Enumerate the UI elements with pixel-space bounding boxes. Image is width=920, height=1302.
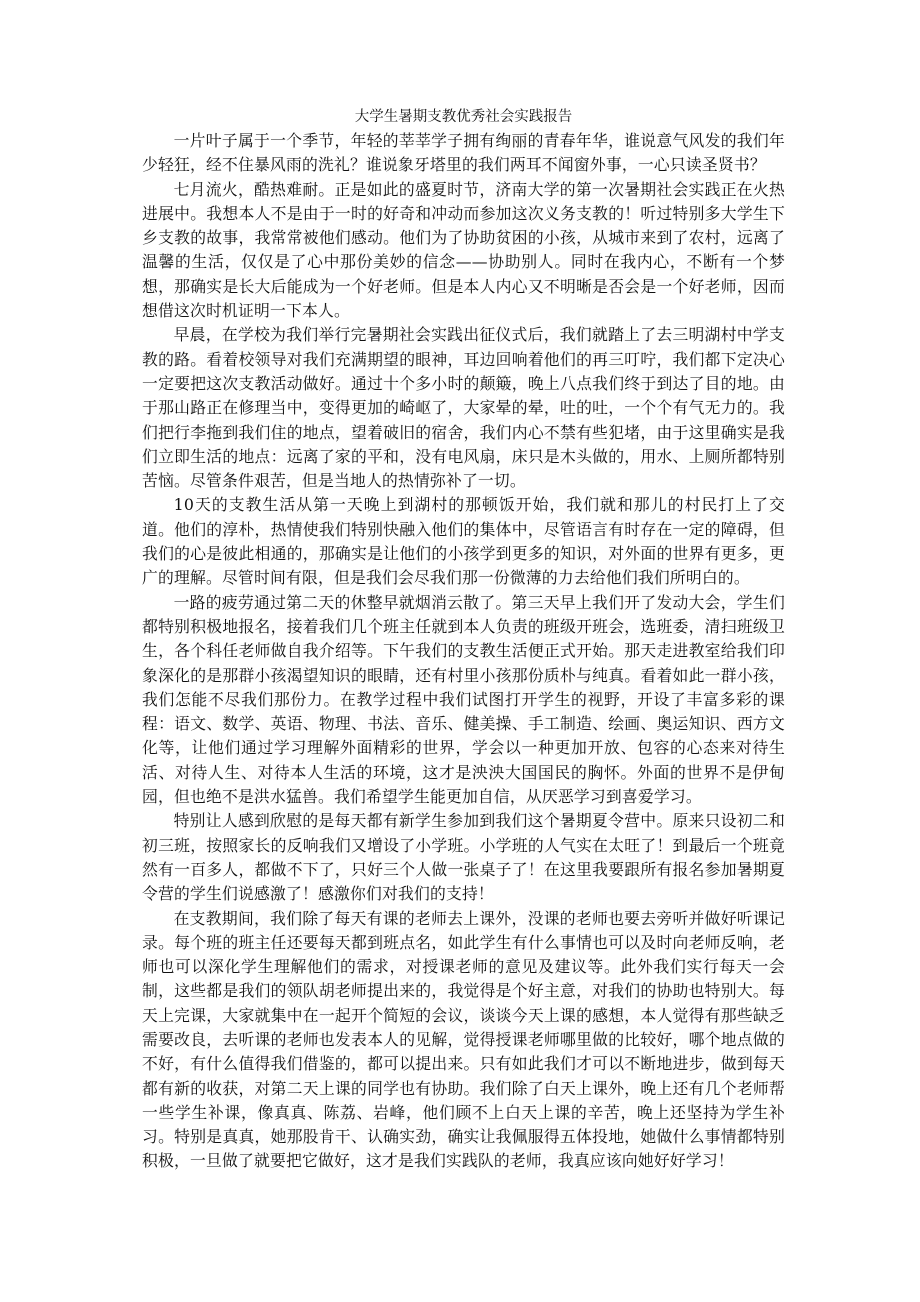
document-page [142,106,785,1174]
paragraph-5: 一路的疲劳通过第二天的休整早就烟消云散了。第三天早上我们开了发动大会，学生们都特别积极地报名，接着我们几个班主任就到本人负责的班级开班会，选班委，清扫班级卫生，各个科任老师做自我介绍等。下午我们的支教生活便正式开始。那天走进教室给我们印象深化的是那群小孩渴望知识的眼睛，还有村里小孩那份质朴与纯真。看着如此一群小孩，我们怎能不尽我们那份力。在教学过程中我们试图打开学生的视野，开设了丰富多彩的课程：语文、数学、英语、物理、书法、音乐、健美操、手工制造、绘画、奥运知识、西方文化等，让他们通过学习理解外面精彩的世界，学会以一种更加开放、包容的心态来对待生活、对待人生、对待本人生活的环境，这才是泱泱大国国民的胸怀。外面的世界不是伊甸园，但也绝不是洪水猛兽。我们希望学生能更加自信，从厌恶学习到喜爱学习。 [142,592,785,807]
paragraph-2: 七月流火，酷热难耐。正是如此的盛夏时节，济南大学的第一次暑期社会实践正在火热进展中。我想本人不是由于一时的好奇和冲动而参加这次义务支教的！听过特别多大学生下乡支教的故事，我常常被他们感动。他们为了协助贫困的小孩，从城市来到了农村，远离了温馨的生活，仅仅是了心中那份美妙的信念——协助别人。同时在我内心，不断有一个梦想，那确实是长大后能成为一个好老师。但是本人内心又不明晰是否会是一个好老师，因而想借这次时机证明一下本人。 [142,179,785,321]
paragraph-1: 一片叶子属于一个季节，年轻的莘莘学子拥有绚丽的青春年华，谁说意气风发的我们年少轻狂，经不住暴风雨的洗礼？谁说象牙塔里的我们两耳不闻窗外事，一心只读圣贤书？ [142,131,785,175]
paragraph-4: 10天的支教生活从第一天晚上到湖村的那顿饭开始，我们就和那儿的村民打上了交道。他们的淳朴，热情使我们特别快融入他们的集体中，尽管语言有时存在一定的障碍，但我们的心是彼此相通的，那确实是让他们的小孩学到更多的知识，对外面的世界有更多，更广的理解。尽管时间有限，但是我们会尽我们那一份微薄的力去给他们我们所明白的。 [142,495,785,588]
paragraph-6: 特别让人感到欣慰的是每天都有新学生参加到我们这个暑期夏令营中。原来只设初二和初三班，按照家长的反响我们又增设了小学班。小学班的人气实在太旺了！到最后一个班竟然有一百多人，都做不下了，只好三个人做一张桌子了！在这里我要跟所有报名参加暑期夏令营的学生们说感激了！感激你们对我们的支持！ [142,811,785,904]
paragraph-3: 早晨，在学校为我们举行完暑期社会实践出征仪式后，我们就踏上了去三明湖村中学支教的路。看着校领导对我们充满期望的眼神，耳边回响着他们的再三叮咛，我们都下定决心一定要把这次支教活动做好。通过十个多小时的颠簸，晚上八点我们终于到达了目的地。由于那山路正在修理当中，变得更加的崎岖了，大家晕的晕，吐的吐，一个个有气无力的。我们把行李拖到我们住的地点，望着破旧的宿舍，我们内心不禁有些犯堵，由于这里确实是我们立即生活的地点：远离了家的平和，没有电风扇，床只是木头做的，用水、上厕所都特别苦恼。尽管条件艰苦，但是当地人的热情弥补了一切。 [142,325,785,491]
document-title: 大学生暑期支教优秀社会实践报告 [354,109,573,125]
paragraph-7: 在支教期间，我们除了每天有课的老师去上课外，没课的老师也要去旁听并做好听课记录。每个班的班主任还要每天都到班点名，如此学生有什么事情也可以及时向老师反响，老师也可以深化学生理解他们的需求，对授课老师的意见及建议等。此外我们实行每天一会制，这些都是我们的领队胡老师提出来的，我觉得是个好主意，对我们的协助也特别大。每天上完课，大家就集中在一起开个简短的会议，谈谈今天上课的感想，本人觉得有那些缺乏需要改良，去听课的老师也发表本人的见解，觉得授课老师哪里做的比较好，哪个地点做的不好，有什么值得我们借鉴的，都可以提出来。只有如此我们才可以不断地进步，做到每天都有新的收获，对第二天上课的同学也有协助。我们除了白天上课外，晚上还有几个老师帮一些学生补课，像真真、陈荔、岩峰，他们顾不上白天上课的辛苦，晚上还坚持为学生补习。特别是真真，她那股肯干、认确实劲，确实让我佩服得五体投地，她做什么事情都特别积极，一旦做了就要把它做好，这才是我们实践队的老师，我真应该向她好好学习！ [142,908,785,1171]
